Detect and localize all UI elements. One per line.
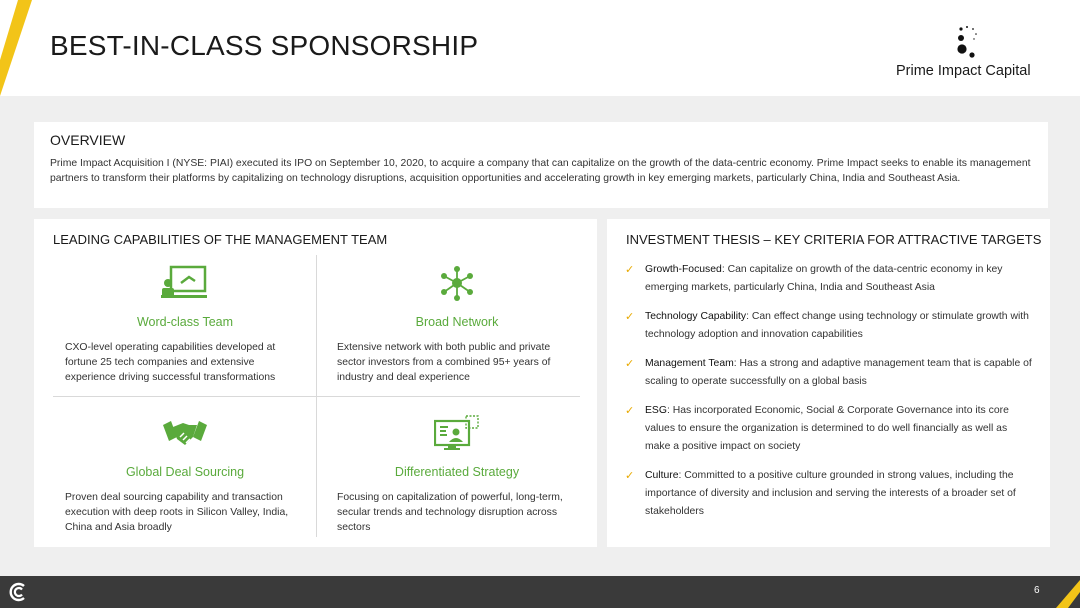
thesis-item-text: : Has incorporated Economic, Social & Corporate Governance into its core values to ensure the organization is determined to do well financially as well as make a positive impact on society xyxy=(645,405,1009,452)
slide-footer xyxy=(0,576,1080,608)
thesis-list xyxy=(625,261,1035,532)
check-icon: ✓ xyxy=(625,358,635,370)
capability-description: Extensive network with both public and private sector investors from a combined 95+ years of industry and deal experience xyxy=(337,342,551,383)
thesis-item-text: : Can capitalize on growth of the data-centric economy in key emerging markets, particularly China, India and Southeast Asia xyxy=(645,264,1003,293)
corner-stripe-decoration xyxy=(0,0,40,96)
horizontal-divider xyxy=(53,396,580,397)
capability-title: Broad Network xyxy=(415,315,499,329)
slide-header xyxy=(0,0,1080,96)
page-title: BEST-IN-CLASS SPONSORSHIP xyxy=(50,30,479,61)
network-icon xyxy=(337,265,577,301)
logo-text: Prime Impact Capital xyxy=(896,63,1031,79)
company-logo xyxy=(896,24,1056,84)
thesis-item-text: : Can effect change using technology or stimulate growth with technology adoption and innovation capabilities xyxy=(645,311,1029,340)
thesis-item xyxy=(625,261,1035,297)
presentation-icon xyxy=(65,265,305,301)
thesis-item-label: Management Team xyxy=(645,358,734,369)
check-icon: ✓ xyxy=(625,264,635,276)
capability-description: Proven deal sourcing capability and transaction execution with deep roots in Silicon Valley, India, China and Asia broadly xyxy=(65,492,289,533)
investment-thesis-panel xyxy=(607,219,1050,547)
capability-description: Focusing on capitalization of powerful, long-term, secular trends and technology disruption across sectors xyxy=(337,492,563,533)
thesis-item xyxy=(625,355,1035,391)
management-capabilities-panel xyxy=(34,219,597,547)
thesis-item xyxy=(625,308,1035,344)
thesis-item-label: Technology Capability xyxy=(645,311,747,322)
thesis-item xyxy=(625,402,1035,456)
capability-title: Word-class Team xyxy=(136,315,234,329)
overview-panel xyxy=(34,122,1048,208)
thesis-item-label: Culture xyxy=(645,470,679,481)
capability-title: Global Deal Sourcing xyxy=(125,465,245,479)
capability-description: CXO-level operating capabilities developed at fortune 25 tech companies and extensive experience driving successful transformations xyxy=(65,342,276,383)
management-heading: LEADING CAPABILITIES OF THE MANAGEMENT TEAM xyxy=(53,232,388,247)
thesis-heading: INVESTMENT THESIS – KEY CRITERIA FOR ATTRACTIVE TARGETS xyxy=(626,232,1042,247)
check-icon: ✓ xyxy=(625,405,635,417)
strategy-monitor-icon xyxy=(337,415,577,451)
page-number: 6 xyxy=(1034,585,1040,596)
footer-stripe-decoration xyxy=(1046,576,1080,608)
thesis-item-text: : Has a strong and adaptive management team that is capable of scaling to operate successfully on a global basis xyxy=(645,358,1032,387)
overview-text: Prime Impact Acquisition I (NYSE: PIAI) executed its IPO on September 10, 2020, to acquire a company that can capitalize on the growth of the data-centric economy. Prime Impact seeks to enable its management partners to transform their platforms by capitalizing on technology disruptions, acquisition opportunities and accelerating growth in key emerging markets, particularly China, India and Southeast Asia. xyxy=(50,158,1031,184)
footer-logo-icon xyxy=(9,582,29,602)
capability-title: Differentiated Strategy xyxy=(394,465,520,479)
check-icon: ✓ xyxy=(625,470,635,482)
overview-heading: OVERVIEW xyxy=(50,132,126,148)
thesis-item xyxy=(625,467,1035,521)
thesis-item-label: Growth-Focused xyxy=(645,264,722,275)
check-icon: ✓ xyxy=(625,311,635,323)
handshake-icon xyxy=(65,415,305,451)
logo-dots-icon xyxy=(952,24,982,58)
thesis-item-label: ESG xyxy=(645,405,667,416)
thesis-item-text: : Committed to a positive culture grounded in strong values, including the importance of diversity and inclusion and serving the interests of a broader set of stakeholders xyxy=(645,470,1016,517)
